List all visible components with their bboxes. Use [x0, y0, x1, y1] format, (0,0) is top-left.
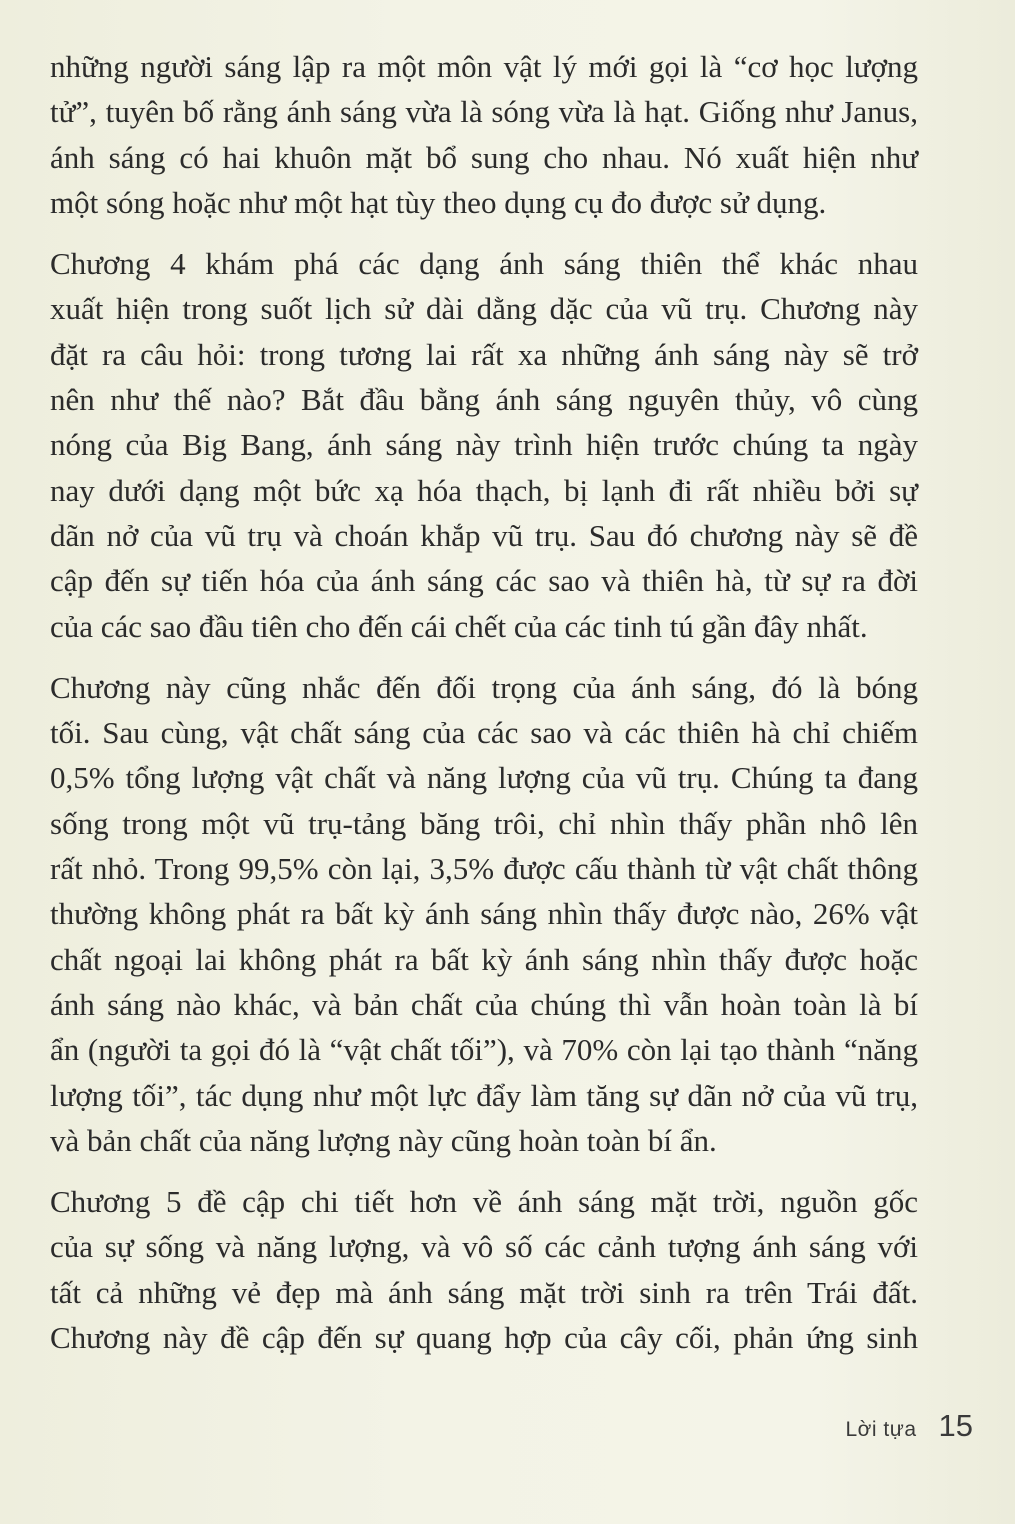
text-line: cập đến sự tiến hóa của ánh sáng các sao và thiên hà, từ sự ra đời — [50, 563, 918, 599]
text-line: những người sáng lập ra một môn vật lý mới gọi là “cơ học lượng — [50, 49, 918, 84]
text-line: ánh sáng có hai khuôn mặt bổ sung cho nhau. Nó xuất hiện như — [50, 139, 918, 175]
text-line: tử”, tuyên bố rằng ánh sáng vừa là sóng vừa là hạt. Giống như Janus, — [50, 94, 918, 130]
text-line: dãn nở của vũ trụ và choán khắp vũ trụ. Sau đó chương này sẽ đề — [50, 517, 918, 553]
text-line: Chương 5 đề cập chi tiết hơn về ánh sáng mặt trời, nguồn gốc — [50, 1184, 918, 1220]
text-line: rất nhỏ. Trong 99,5% còn lại, 3,5% được cấu thành từ vật chất thông — [50, 851, 918, 887]
text-line: của sự sống và năng lượng, và vô số các cảnh tượng ánh sáng với — [50, 1229, 918, 1265]
paragraph-1 — [50, 44, 918, 225]
text-line: Chương này cũng nhắc đến đối trọng của ánh sáng, đó là bóng — [50, 669, 918, 705]
text-line: xuất hiện trong suốt lịch sử dài dằng dặc của vũ trụ. Chương này — [50, 291, 918, 327]
page-footer — [845, 1408, 973, 1444]
text-line: nóng của Big Bang, ánh sáng này trình hiện trước chúng ta ngày — [50, 427, 918, 463]
text-line: ánh sáng nào khác, và bản chất của chúng thì vẫn hoàn toàn là bí — [50, 986, 918, 1022]
text-line: tất cả những vẻ đẹp mà ánh sáng mặt trời sinh ra trên Trái đất. — [50, 1274, 918, 1310]
paragraph-3 — [50, 665, 918, 1163]
text-line: tối. Sau cùng, vật chất sáng của các sao và các thiên hà chỉ chiếm — [50, 715, 918, 751]
text-line: nên như thế nào? Bắt đầu bằng ánh sáng nguyên thủy, vô cùng — [50, 382, 918, 418]
body-text — [50, 44, 918, 1376]
text-line: và bản chất của năng lượng này cũng hoàn toàn bí ẩn. — [50, 1122, 717, 1158]
text-line: một sóng hoặc như một hạt tùy theo dụng cụ đo được sử dụng. — [50, 184, 827, 220]
running-title: Lời tựa — [845, 1418, 917, 1441]
paragraph-2 — [50, 241, 918, 649]
text-line: chất ngoại lai không phát ra bất kỳ ánh sáng nhìn thấy được hoặc — [50, 941, 918, 977]
text-line: 0,5% tổng lượng vật chất và năng lượng của vũ trụ. Chúng ta đang — [50, 760, 918, 796]
text-line: lượng tối”, tác dụng như một lực đẩy làm tăng sự dãn nở của vũ trụ, — [50, 1077, 918, 1113]
text-line: của các sao đầu tiên cho đến cái chết của các tinh tú gần đây nhất. — [50, 608, 868, 644]
text-line: ẩn (người ta gọi đó là “vật chất tối”), và 70% còn lại tạo thành “năng — [50, 1032, 918, 1068]
text-line: Chương này đề cập đến sự quang hợp của cây cối, phản ứng sinh — [50, 1320, 918, 1356]
text-line: Chương 4 khám phá các dạng ánh sáng thiên thể khác nhau — [50, 246, 918, 282]
paragraph-4 — [50, 1179, 918, 1360]
text-line: nay dưới dạng một bức xạ hóa thạch, bị lạnh đi rất nhiều bởi sự — [50, 472, 918, 508]
text-line: thường không phát ra bất kỳ ánh sáng nhìn thấy được nào, 26% vật — [50, 896, 918, 932]
text-line: đặt ra câu hỏi: trong tương lai rất xa những ánh sáng này sẽ trở — [50, 336, 918, 372]
text-line: sống trong một vũ trụ-tảng băng trôi, chỉ nhìn thấy phần nhô lên — [50, 805, 918, 841]
page-number: 15 — [938, 1408, 973, 1443]
